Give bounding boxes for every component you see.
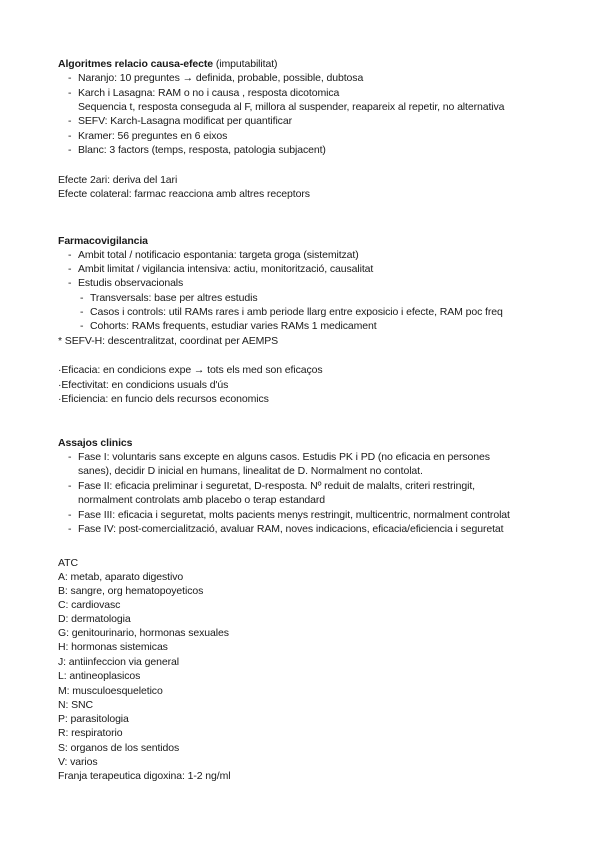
atc-item: S: organos de los sentidos (58, 742, 180, 754)
note-line: Efecte colateral: farmac reacciona amb altres receptors (58, 188, 310, 200)
atc-item: B: sangre, org hematopoyeticos (58, 585, 204, 597)
bullet-dash: - (80, 306, 84, 318)
list-item (68, 276, 183, 290)
list-item (68, 114, 292, 128)
list-item-text: Ambit total / notificacio espontania: targeta groga (sistemitzat) (78, 249, 359, 261)
atc-item: D: dermatologia (58, 613, 131, 625)
atc-item: A: metab, aparato digestivo (58, 571, 184, 583)
atc-item: H: hormonas sistemicas (58, 641, 168, 653)
list-item (68, 86, 339, 100)
atc-item: N: SNC (58, 699, 93, 711)
atc-item: P: parasitologia (58, 713, 129, 725)
list-item (68, 71, 363, 85)
list-item (68, 508, 510, 522)
atc-item: C: cardiovasc (58, 599, 121, 611)
bullet-dash: - (68, 277, 72, 289)
definition-line: ·Eficacia: en condicions expe → tots els med son eficaços (58, 364, 323, 376)
algoritmes-heading (58, 57, 277, 71)
definition-line: ·Eficiencia: en funcio dels recursos economics (58, 393, 269, 405)
bullet-dash: - (68, 144, 72, 156)
note-line: Efecte 2ari: deriva del 1ari (58, 174, 178, 186)
sub-list-item (80, 305, 503, 319)
bullet-dash: - (68, 480, 72, 492)
list-item-text: Naranjo: 10 preguntes → definida, probable, possible, dubtosa (78, 72, 364, 84)
list-item-continuation (68, 464, 423, 478)
definition-line: ·Efectivitat: en condicions usuals d'ús (58, 379, 229, 391)
bullet-dash: - (68, 87, 72, 99)
list-item (68, 479, 475, 493)
list-item (68, 262, 373, 276)
list-item (68, 143, 326, 157)
list-item-continuation (68, 493, 325, 507)
list-item-text: sanes), decidir D inicial en humans, linealitat de D. Normalment no contolat. (78, 465, 423, 477)
atc-item: M: musculoesqueletico (58, 685, 163, 697)
sub-list-item (80, 319, 377, 333)
list-item (68, 522, 503, 536)
list-item (68, 248, 359, 262)
list-item-text: Cohorts: RAMs frequents, estudiar varies RAMs 1 medicament (90, 320, 377, 332)
assajos-title: Assajos clinics (58, 437, 133, 449)
bullet-dash: - (68, 72, 72, 84)
bullet-dash: - (68, 523, 72, 535)
list-item-text: Fase II: eficacia preliminar i seguretat, D-resposta. Nº reduit de malalts, criteri restringit, (78, 480, 475, 492)
atc-item: R: respiratorio (58, 727, 123, 739)
list-item-text: Casos i controls: util RAMs rares i amb periode llarg entre exposicio i efecte, RAM poc freq (90, 306, 503, 318)
atc-item: V: varios (58, 756, 98, 768)
list-item-text: Karch i Lasagna: RAM o no i causa , resposta dicotomica (78, 87, 340, 99)
atc-item: L: antineoplasicos (58, 670, 141, 682)
algoritmes-title-note: (imputabilitat) (215, 58, 278, 70)
sub-list-item (80, 291, 257, 305)
atc-title: ATC (58, 557, 78, 569)
algoritmes-title: Algoritmes relacio causa-efecte (58, 58, 214, 70)
bullet-dash: - (68, 249, 72, 261)
list-item-text: Ambit limitat / vigilancia intensiva: actiu, monitorització, causalitat (78, 263, 374, 275)
list-item-text: Fase I: voluntaris sans excepte en alguns casos. Estudis PK i PD (no eficacia en persones (78, 451, 490, 463)
atc-item: J: antiinfeccion via general (58, 656, 179, 668)
list-item-text: Estudis observacionals (78, 277, 184, 289)
bullet-dash: - (68, 130, 72, 142)
farmacovigilancia-title: Farmacovigilancia (58, 235, 148, 247)
list-item-text: Fase IV: post-comercialització, avaluar RAM, noves indicacions, eficacia/eficiencia i seguretat (78, 523, 504, 535)
bullet-dash: - (68, 263, 72, 275)
list-item-text: normalment controlats amb placebo o terap estandard (78, 494, 326, 506)
bullet-dash: - (80, 292, 84, 304)
atc-item: G: genitourinario, hormonas sexuales (58, 627, 229, 639)
list-item-text: Transversals: base per altres estudis (90, 292, 258, 304)
footnote: * SEFV-H: descentralitzat, coordinat per AEMPS (58, 335, 279, 347)
bullet-dash: - (68, 451, 72, 463)
list-item-text: Kramer: 56 preguntes en 6 eixos (78, 130, 228, 142)
bullet-dash: - (68, 115, 72, 127)
digoxina-note: Franja terapeutica digoxina: 1-2 ng/ml (58, 770, 231, 782)
list-item (68, 129, 227, 143)
list-item-text: Sequencia t, resposta conseguda al F, millora al suspender, reapareix al repetir, no alternativa (78, 101, 505, 113)
list-item (68, 450, 490, 464)
list-item-continuation (68, 100, 504, 114)
list-item-text: Fase III: eficacia i seguretat, molts pacients menys restringit, multicentric, normalment controlat (78, 509, 510, 521)
list-item-text: SEFV: Karch-Lasagna modificat per quantificar (78, 115, 292, 127)
list-item-text: Blanc: 3 factors (temps, resposta, patologia subjacent) (78, 144, 326, 156)
bullet-dash: - (68, 509, 72, 521)
bullet-dash: - (80, 320, 84, 332)
